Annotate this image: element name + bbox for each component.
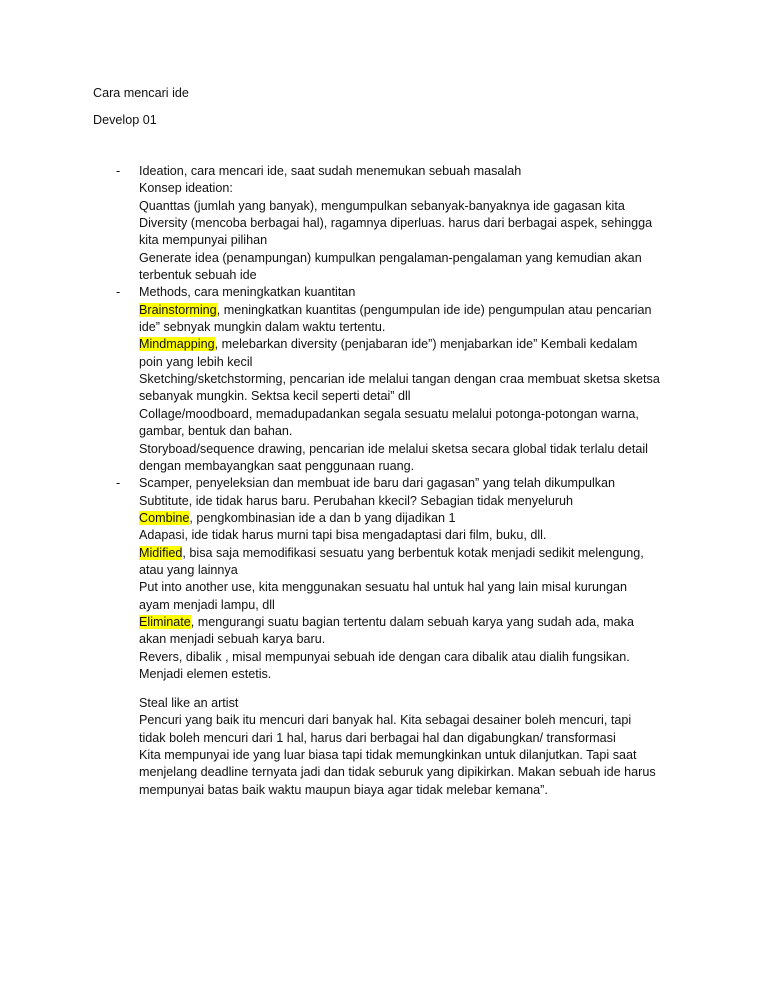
line-text: , pengkombinasian ide a dan b yang dijadikan 1 bbox=[189, 510, 456, 525]
text-line bbox=[139, 545, 693, 562]
line-text: ide” sebnyak mungkin dalam waktu tertentu. bbox=[139, 320, 386, 335]
text-line bbox=[139, 319, 693, 336]
highlighted-term: Mindmapping bbox=[139, 337, 215, 352]
line-text: kita mempunyai pilihan bbox=[139, 233, 268, 248]
text-line bbox=[139, 666, 693, 683]
text-line bbox=[139, 614, 693, 631]
line-text: Diversity (mencoba berbagai hal), ragamnya diperluas. harus dari berbagai aspek, sehingga bbox=[139, 216, 653, 231]
bullet-dash: - bbox=[116, 476, 121, 491]
text-line bbox=[139, 302, 693, 319]
line-text: Put into another use, kita menggunakan sesuatu hal untuk hal yang lain misal kurungan bbox=[139, 580, 627, 595]
line-text: , meningkatkan kuantitas (pengumpulan ide ide) pengumpulan atau pencarian bbox=[216, 302, 652, 317]
line-text: Methods, cara meningkatkan kuantitan bbox=[139, 285, 356, 300]
line-text: poin yang lebih kecil bbox=[139, 354, 253, 369]
text-line bbox=[139, 250, 693, 267]
text-line bbox=[139, 371, 693, 388]
text-line bbox=[139, 493, 693, 510]
highlighted-term: Combine bbox=[139, 510, 190, 525]
text-line bbox=[139, 510, 693, 527]
line-text: Adapasi, ide tidak harus murni tapi bisa mengadaptasi dari film, buku, dll. bbox=[139, 528, 547, 543]
text-line bbox=[139, 423, 693, 440]
line-text: Quanttas (jumlah yang banyak), mengumpulkan sebanyak-banyaknya ide gagasan kita bbox=[139, 198, 625, 213]
line-text: Generate idea (penampungan) kumpulkan pengalaman-pengalaman yang kemudian akan bbox=[139, 250, 642, 265]
text-line bbox=[139, 597, 693, 614]
line-text: Storyboad/sequence drawing, pencarian ide melalui sketsa secara global tidak terlalu detail bbox=[139, 441, 648, 456]
text-line bbox=[139, 579, 693, 596]
bullet-list bbox=[93, 163, 693, 683]
line-text: atau yang lainnya bbox=[139, 562, 238, 577]
line-text: Ideation, cara mencari ide, saat sudah menemukan sebuah masalah bbox=[139, 164, 522, 178]
line-text: Revers, dibalik , misal mempunyai sebuah ide dengan cara dibalik atau dialih fungsikan. bbox=[139, 649, 630, 664]
line-text: Menjadi elemen estetis. bbox=[139, 666, 272, 681]
line-text: akan menjadi sebuah karya baru. bbox=[139, 632, 326, 647]
text-line bbox=[139, 562, 693, 579]
bullet-item bbox=[93, 475, 693, 683]
text-line bbox=[139, 232, 693, 249]
paragraph-line: tidak boleh mencuri dari 1 hal, harus dari berbagai hal dan digabungkan/ transformasi bbox=[139, 730, 616, 745]
line-text: ayam menjadi lampu, dll bbox=[139, 597, 275, 612]
bullet-item bbox=[93, 284, 693, 475]
line-text: gambar, bentuk dan bahan. bbox=[139, 424, 293, 439]
highlighted-term: Eliminate bbox=[139, 614, 191, 629]
bullet-lines bbox=[139, 475, 693, 683]
highlighted-term: Brainstorming bbox=[139, 302, 217, 317]
text-line bbox=[139, 180, 693, 197]
bullet-dash: - bbox=[116, 285, 121, 300]
line-text: Collage/moodboard, memadupadankan segala sesuatu melalui potonga-potongan warna, bbox=[139, 406, 639, 421]
text-line bbox=[139, 475, 693, 492]
section-heading: Steal like an artist bbox=[139, 696, 239, 710]
text-line bbox=[139, 631, 693, 648]
text-line bbox=[139, 527, 693, 544]
paragraph-line: mempunyai batas baik waktu maupun biaya agar tidak melebar kemana”. bbox=[139, 782, 548, 797]
text-line bbox=[139, 267, 693, 284]
paragraph-line: Kita mempunyai ide yang luar biasa tapi tidak memungkinkan untuk dilanjutkan. Tapi saat bbox=[139, 748, 637, 763]
text-line bbox=[139, 441, 693, 458]
text-line bbox=[139, 388, 693, 405]
text-line bbox=[139, 284, 693, 301]
line-text: Scamper, penyeleksian dan membuat ide baru dari gagasan” yang telah dikumpulkan bbox=[139, 476, 616, 491]
line-text: sebanyak mungkin. Sektsa kecil seperti detai” dll bbox=[139, 389, 411, 404]
text-line bbox=[139, 163, 693, 180]
line-text: Konsep ideation: bbox=[139, 181, 233, 196]
line-text: terbentuk sebuah ide bbox=[139, 268, 257, 283]
text-line bbox=[139, 354, 693, 371]
paragraph-line: menjelang deadline ternyata jadi dan tidak seburuk yang dipikirkan. Makan sebuah ide harus bbox=[139, 765, 656, 780]
paragraph-line: Pencuri yang baik itu mencuri dari banyak hal. Kita sebagai desainer boleh mencuri, tapi bbox=[139, 713, 632, 728]
highlighted-term: Midified bbox=[139, 545, 183, 560]
line-text: , mengurangi suatu bagian tertentu dalam sebuah karya yang sudah ada, maka bbox=[190, 614, 634, 629]
text-line bbox=[139, 649, 693, 666]
line-text: Sketching/sketchstorming, pencarian ide melalui tangan dengan craa membuat sketsa sketsa bbox=[139, 372, 660, 387]
text-line bbox=[139, 336, 693, 353]
bullet-dash: - bbox=[116, 164, 121, 178]
line-text: dengan membayangkan saat penggunaan ruang. bbox=[139, 458, 415, 473]
steal-like-an-artist-section bbox=[139, 695, 739, 799]
document-title: Cara mencari ide bbox=[93, 86, 189, 100]
line-text: , melebarkan diversity (penjabaran ide”) menjabarkan ide” Kembali kedalam bbox=[214, 337, 638, 352]
bullet-lines bbox=[139, 284, 693, 475]
text-line bbox=[139, 215, 693, 232]
document-subtitle: Develop 01 bbox=[93, 113, 157, 127]
bullet-lines bbox=[139, 163, 693, 284]
line-text: Subtitute, ide tidak harus baru. Perubahan kkecil? Sebagian tidak menyeluruh bbox=[139, 493, 574, 508]
bullet-item bbox=[93, 163, 693, 284]
line-text: , bisa saja memodifikasi sesuatu yang berbentuk kotak menjadi sedikit melengung, bbox=[182, 545, 644, 560]
text-line bbox=[139, 198, 693, 215]
text-line bbox=[139, 406, 693, 423]
text-line bbox=[139, 458, 693, 475]
